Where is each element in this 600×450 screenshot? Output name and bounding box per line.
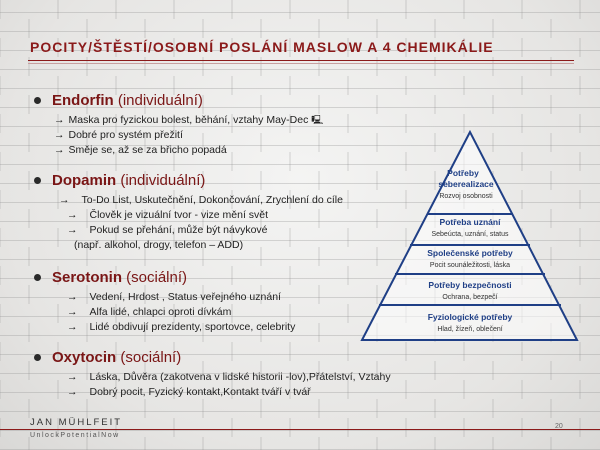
arrow-right-icon: → xyxy=(54,144,65,156)
chemical-name: Endorfin xyxy=(52,92,114,109)
list-item: → Dobrý pocit, Fyzický kontakt,Kontakt tváří v tvář xyxy=(67,386,311,398)
level-title: seberealizace xyxy=(438,179,494,189)
arrow-right-icon: → xyxy=(67,291,78,303)
chemical-qualifier: (sociální) xyxy=(120,349,182,366)
level-title: Potřeba uznání xyxy=(439,217,501,227)
arrow-right-icon: → xyxy=(67,321,78,333)
level-title: Potřeby bezpečnosti xyxy=(428,280,512,290)
list-item: → Směje se, až se za břicho popadá xyxy=(54,144,227,156)
arrow-right-icon: → xyxy=(67,386,78,398)
chemical-qualifier: (sociální) xyxy=(126,269,188,286)
chemical-name: Dopamin xyxy=(52,172,117,189)
list-item: → Člověk je vizuální tvor - vize mění svět xyxy=(67,209,269,221)
slide-title: POCITY/ŠTĚSTÍ/OSOBNÍ POSLÁNÍ MASLOW A 4 CHEMIKÁLIE xyxy=(30,39,494,55)
list-item: → Vedení, Hrdost , Status veřejného uznání xyxy=(67,291,281,303)
level-desc: Hlad, žízeň, oblečení xyxy=(437,326,503,333)
level-desc: Rozvoj osobnosti xyxy=(439,193,493,200)
arrow-right-icon: → xyxy=(54,114,65,126)
level-desc: Sebeúcta, uznání, status xyxy=(431,231,509,238)
list-item: → To-Do List, Uskutečnění, Dokončování, Zrychlení do cíle xyxy=(59,194,343,206)
arrow-right-icon: → xyxy=(67,306,78,318)
arrow-right-icon: → xyxy=(54,129,65,141)
chemical-name: Serotonin xyxy=(52,269,122,286)
list-note: (např. alkohol, drogy, telefon – ADD) xyxy=(74,239,244,251)
list-item: → Alfa lidé, chlapci oproti dívkám xyxy=(67,306,232,318)
level-title: Potřeby xyxy=(447,168,479,178)
footer-tagline: UnlockPotentialNow xyxy=(30,432,120,439)
chemical-qualifier: (individuální) xyxy=(117,92,203,109)
chemical-qualifier: (individuální) xyxy=(120,172,206,189)
footer-rule xyxy=(0,429,600,430)
level-title: Společenské potřeby xyxy=(427,248,513,258)
level-title: Fyziologické potřeby xyxy=(427,312,513,322)
monitor-icon: 🖳 xyxy=(311,115,324,125)
level-desc: Pocit sounáležitosti, láska xyxy=(429,262,511,269)
list-item: → Pokud se přehání, může být návykové xyxy=(67,224,268,236)
arrow-right-icon: → xyxy=(67,371,78,383)
arrow-right-icon: → xyxy=(59,194,70,206)
list-item: → Lidé obdivují prezidenty, sportovce, celebrity xyxy=(67,321,296,333)
chemical-name: Oxytocin xyxy=(52,349,117,366)
arrow-right-icon: → xyxy=(67,224,78,236)
list-item: → Dobré pro systém přežití xyxy=(54,129,183,141)
footer-author: JAN MÜHLFEIT xyxy=(30,417,123,428)
list-item: → Maska pro fyzickou bolest, běhání, vztahy May-Dec 🖳 xyxy=(54,114,324,126)
arrow-right-icon: → xyxy=(67,209,78,221)
level-desc: Ochrana, bezpečí xyxy=(442,294,498,301)
list-item: → Láska, Důvěra (zakotvena v lidské historii -lov),Přátelství, Vztahy xyxy=(67,371,391,383)
page-number: 20 xyxy=(555,423,563,430)
